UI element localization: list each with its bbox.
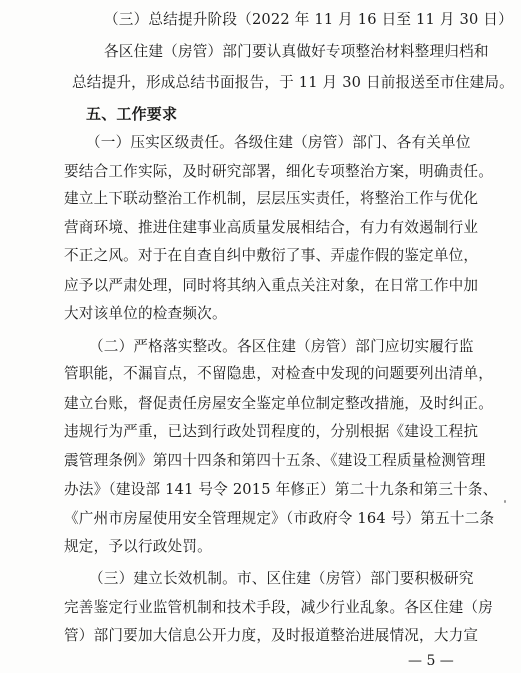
paragraph-line: 不正之风。对于在自查自纠中敷衍了事、弄虚作假的鉴定单位， <box>64 247 479 264</box>
stage-heading: （三）总结提升阶段（2022 年 11 月 16 日至 11 月 30 日） <box>104 11 513 28</box>
paragraph-line: 震管理条例》第四十四条和第四十五条、《建设工程质量检测管理 <box>64 452 486 469</box>
paragraph-line: 办法》（建设部 141 号令 2015 年修正）第二十九条和第三十条、 <box>64 481 498 498</box>
paragraph-line: 建立台账，督促责任房屋安全鉴定单位制定整改措施，及时纠正。 <box>64 395 494 412</box>
scan-mark <box>504 500 506 503</box>
paragraph-line: 各区住建（房管）部门要认真做好专项整治材料整理归档和 <box>104 43 489 60</box>
paragraph-line: 营商环境、推进住建事业高质量发展相结合，有力有效遏制行业 <box>64 219 479 236</box>
paragraph-line: 建立上下联动整治工作机制，层层压实责任，将整治工作与优化 <box>64 190 479 207</box>
paragraph-line: 违规行为严重，已达到行政处罚程度的，分别根据《建设工程抗 <box>64 423 479 440</box>
paragraph-line: （二）严格落实整改。各区住建（房管）部门应切实履行监 <box>89 338 474 355</box>
paragraph-line: 大对该单位的检查频次。 <box>64 305 227 322</box>
paragraph-line: 应予以严肃处理，同时将其纳入重点关注对象，在日常工作中加 <box>64 277 479 294</box>
paragraph-line: 完善鉴定行业监管机制和技术手段，减少行业乱象。各区住建（房 <box>64 599 494 616</box>
paragraph-line: 要结合工作实际，及时研究部署，细化专项整治方案，明确责任。 <box>64 163 494 180</box>
paragraph-line: 规定，予以行政处罚。 <box>64 538 212 555</box>
paragraph-line: （三）建立长效机制。市、区住建（房管）部门要积极研究 <box>89 570 474 587</box>
section-heading: 五、工作要求 <box>86 105 178 123</box>
paragraph-line: 总结提升，形成总结书面报告，于 11 月 30 日前报送至市住建局。 <box>72 74 514 91</box>
paragraph-line: 管职能，不漏盲点，不留隐患，对检查中发现的问题要列出清单， <box>64 365 494 382</box>
page-number: — 5 — <box>408 653 454 669</box>
paragraph-line: 管）部门要加大信息公开力度，及时报道整治进展情况，大力宣 <box>64 627 479 644</box>
paragraph-line: 《广州市房屋使用安全管理规定》（市政府令 164 号）第五十二条 <box>64 510 495 527</box>
paragraph-line: （一）压实区级责任。各级住建（房管）部门、各有关单位 <box>86 134 471 151</box>
